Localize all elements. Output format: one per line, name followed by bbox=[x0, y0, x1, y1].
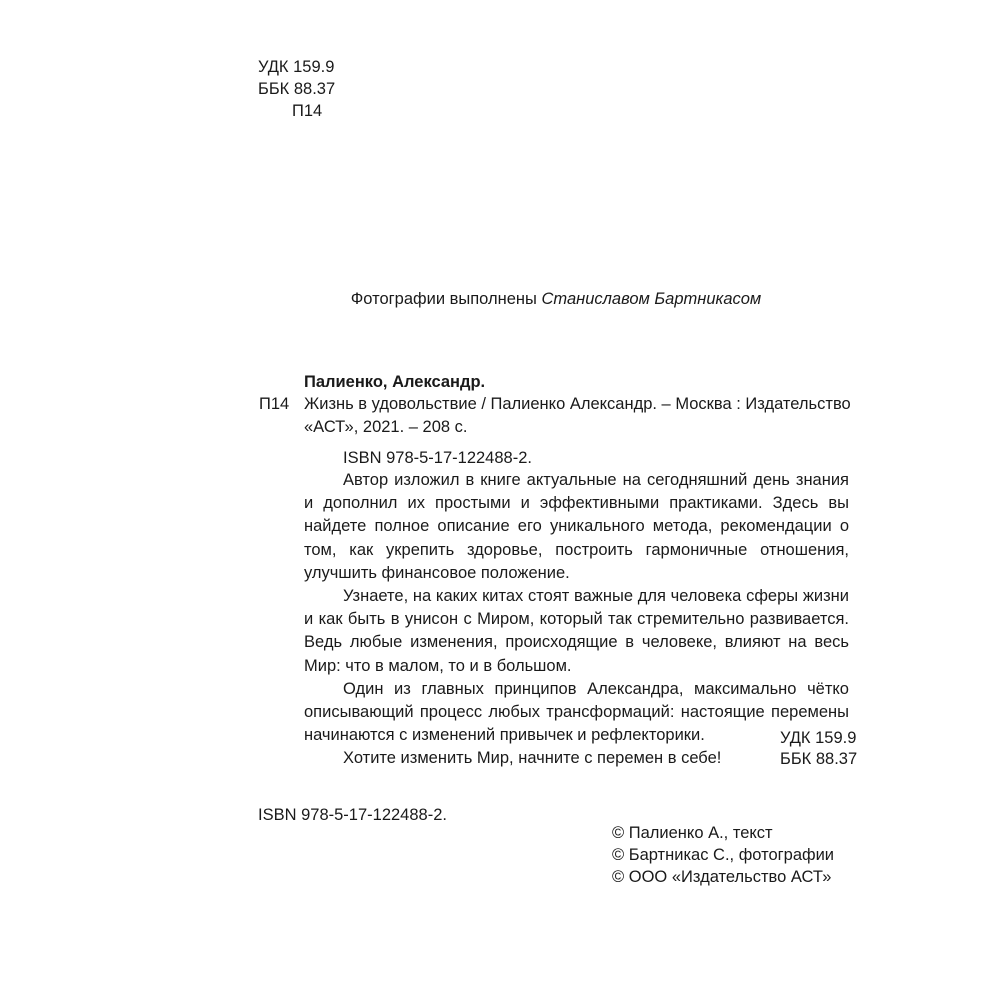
title-line-2: «АСТ», 2021. – 208 с. bbox=[304, 418, 468, 436]
annotation-paragraph: Автор изложил в книге актуальные на сегодняшний день знания и дополнил их простыми и эффективными практиками. Здесь вы найдете полное описание его уникального метода, рекомендации о том, как укрепить здоровье, построить гармоничные отношения, улучшить финансовое положение. bbox=[304, 471, 849, 582]
udk-code-right: УДК 159.9 bbox=[780, 729, 857, 747]
photographer-name: Станиславом Бартникасом bbox=[541, 290, 762, 308]
udk-code: УДК 159.9 bbox=[258, 58, 335, 76]
copyright-block bbox=[612, 822, 834, 888]
copyright-line: © ООО «Издательство АСТ» bbox=[612, 868, 832, 886]
isbn-bottom: ISBN 978-5-17-122488-2. bbox=[258, 806, 447, 824]
copyright-line: © Бартникас С., фотографии bbox=[612, 846, 835, 864]
author-mark: П14 bbox=[292, 102, 323, 120]
bbk-code: ББК 88.37 bbox=[258, 80, 336, 98]
isbn-main: ISBN 978-5-17-122488-2. bbox=[343, 449, 532, 467]
bibliographic-author-mark: П14 bbox=[259, 395, 290, 413]
annotation bbox=[304, 469, 849, 771]
copyright-line: © Палиенко А., текст bbox=[612, 824, 773, 842]
annotation-paragraph: Узнаете, на каких китах стоят важные для человека сферы жизни и как быть в унисон с Миром, который так стремительно развивается. Ведь любые изменения, происходящие в человеке, влияют на весь Мир: что в малом, то и в большом. bbox=[304, 587, 849, 675]
photo-credit bbox=[0, 287, 1000, 311]
annotation-paragraph: Хотите изменить Мир, начните с перемен в себе! bbox=[343, 749, 722, 768]
right-classification-codes bbox=[780, 728, 857, 770]
photo-credit-prefix: Фотографии выполнены bbox=[350, 290, 542, 308]
bbk-code-right: ББК 88.37 bbox=[780, 750, 858, 768]
author-heading: Палиенко, Александр. bbox=[304, 373, 486, 391]
annotation-paragraph: Один из главных принципов Александра, максимально чётко описывающий процесс любых трансформаций: настоящие перемены начинаются с изменений привычек и рефлекторики. bbox=[304, 679, 849, 745]
title-line-1: Жизнь в удовольствие / Палиенко Александр. – Москва : Издательство bbox=[304, 395, 851, 413]
top-classification-codes bbox=[258, 56, 335, 122]
